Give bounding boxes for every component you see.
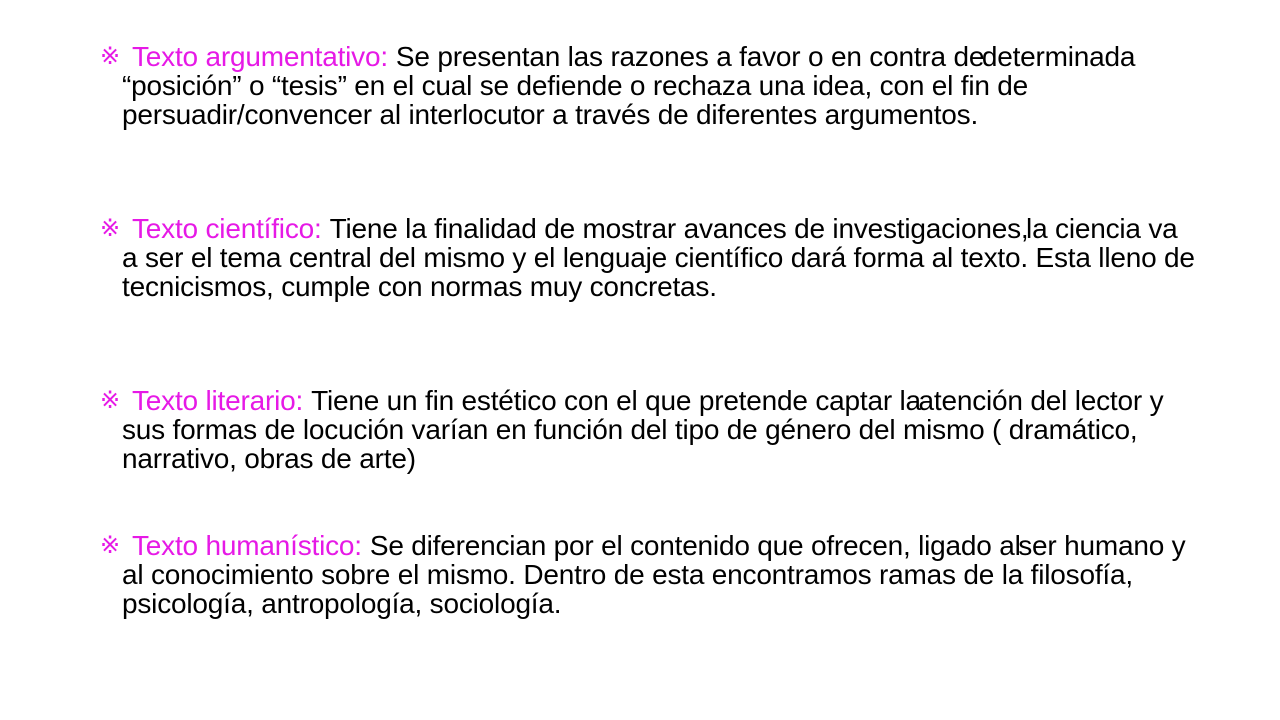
list-item-texto-cientifico: [100, 214, 1200, 301]
reference-mark-bullet-icon: ※: [100, 386, 120, 414]
definition-first-line: Tiene un fin estético con el que pretende captar la: [311, 385, 921, 416]
term-label: Texto humanístico:: [132, 530, 362, 561]
reference-mark-bullet-icon: ※: [100, 531, 120, 559]
item-text: [100, 214, 1200, 301]
term-label: Texto literario:: [132, 385, 304, 416]
reference-mark-bullet-icon: ※: [100, 42, 120, 70]
item-text: [100, 386, 1200, 473]
term-label: Texto científico:: [132, 213, 322, 244]
term-label: Texto argumentativo:: [132, 41, 388, 72]
definition-first-line: Se presentan las razones a favor o en contra de: [395, 41, 985, 72]
list-item-texto-humanistico: [100, 531, 1200, 618]
definition-first-line: Tiene la finalidad de mostrar avances de investigaciones,: [329, 213, 1029, 244]
definition-rest: ser humano y al conocimiento sobre el mismo. Dentro de esta encontramos ramas de la filosofía, psicología, antropología, sociología.: [122, 530, 1186, 619]
list-item-texto-literario: [100, 386, 1200, 473]
definition-first-line: Se diferencian por el contenido que ofrecen, ligado al: [369, 530, 1021, 561]
item-text: [100, 42, 1200, 129]
definition-rest: determinada “posición” o “tesis” en el cual se defiende o rechaza una idea, con el fin de persuadir/convencer al interlocutor a través de diferentes argumentos.: [122, 41, 1136, 130]
definition-rest: atención del lector y sus formas de locución varían en función del tipo de género del mismo ( dramático, narrativo, obras de arte): [122, 385, 1164, 474]
definition-rest: la ciencia va a ser el tema central del mismo y el lenguaje científico dará forma al texto. Esta lleno de tecnicismos, cumple con normas muy concretas.: [122, 213, 1195, 302]
item-text: [100, 531, 1200, 618]
list-item-texto-argumentativo: [100, 42, 1200, 129]
reference-mark-bullet-icon: ※: [100, 214, 120, 242]
